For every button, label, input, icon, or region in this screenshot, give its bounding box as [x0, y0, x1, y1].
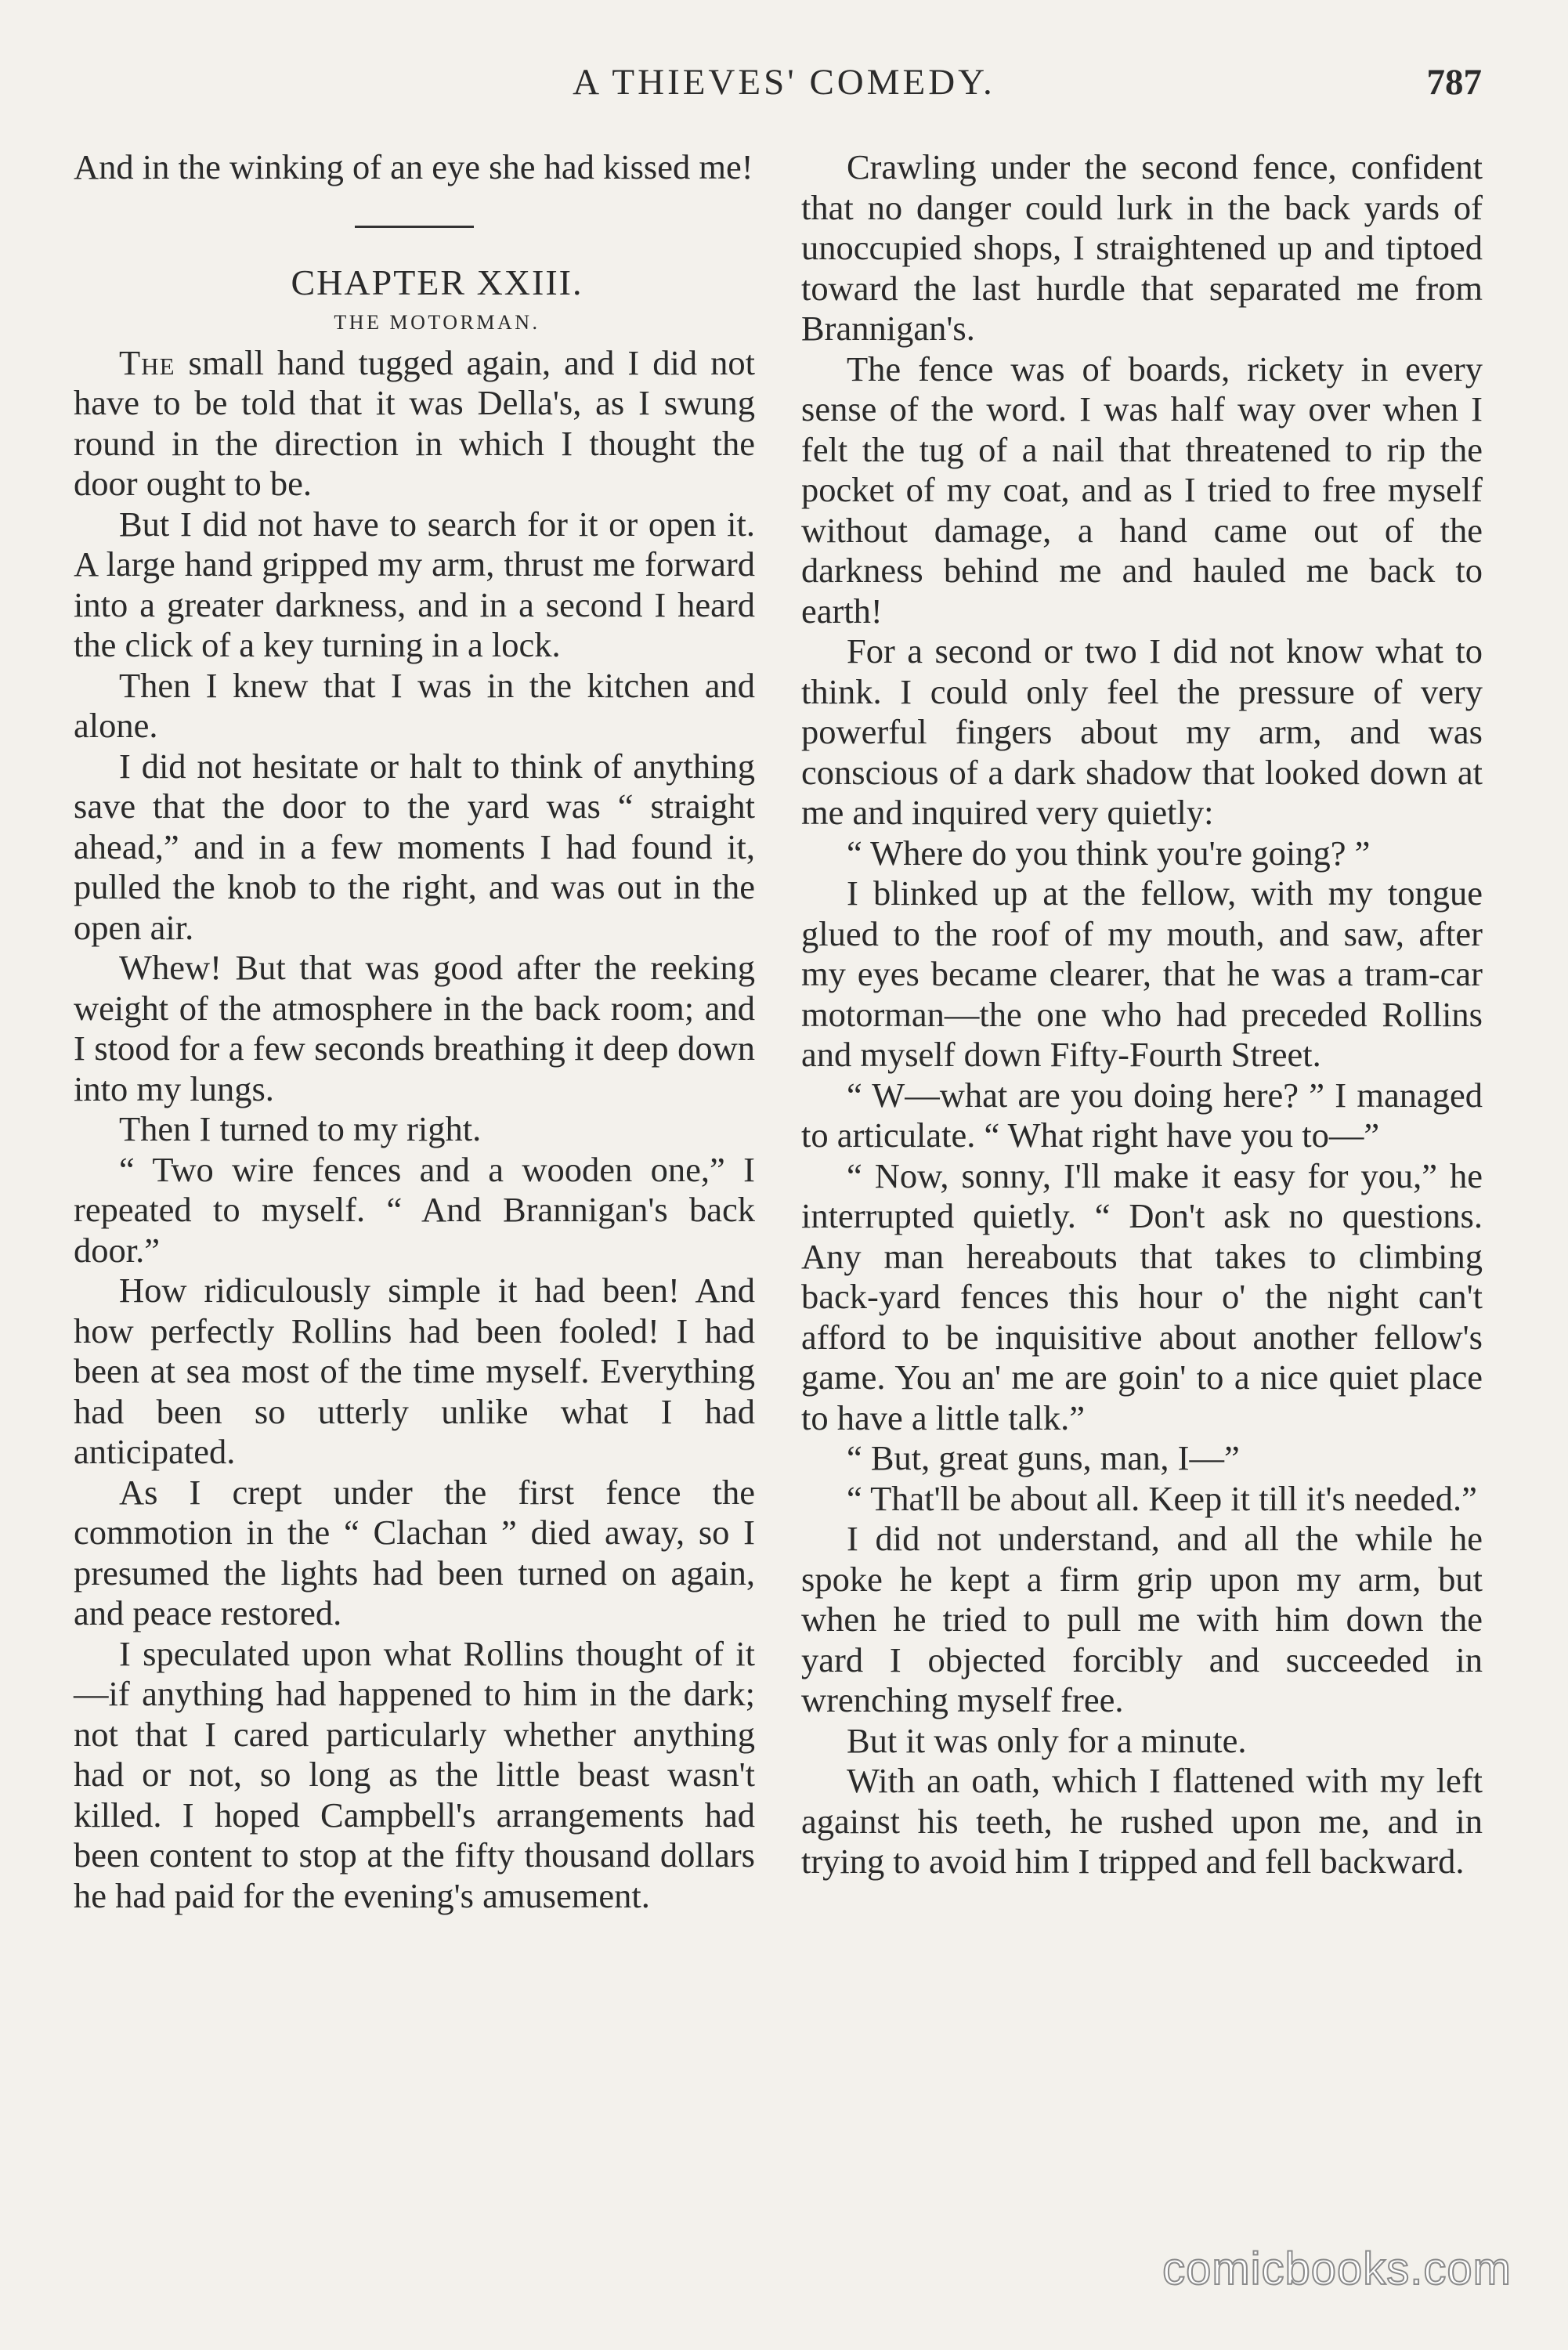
paragraph: But it was only for a minute. — [847, 1720, 1247, 1760]
paragraph: With an oath, which I flattened with my left against his teeth, he rushed upon me, and in trying to avoid him I tripped and fell backward. — [801, 1761, 1483, 1881]
page-number: 787 — [1426, 62, 1482, 103]
chapter-title: CHAPTER XXIII. — [291, 262, 583, 302]
paragraph: For a second or two I did not know what to think. I could only feel the pressure of very powerful fingers about my arm, and was conscious of a dark shadow that looked down at me and inquired very quietly: — [801, 631, 1483, 832]
paragraph: “ But, great guns, man, I—” — [847, 1438, 1240, 1477]
paragraph-text: small hand tugged again, and I did not have to be told that it was Della's, as I swung round in the direction in which I thought the door ought to be. — [74, 342, 755, 503]
right-column — [801, 147, 1483, 1882]
paragraph: As I crept under the first fence the commotion in the “ Clachan ” died away, so I presumed the lights had been turned on again, and peace restored. — [74, 1472, 755, 1632]
running-title: A THIEVES' COMEDY. — [573, 62, 995, 103]
paragraph: Then I knew that I was in the kitchen and alone. — [74, 665, 755, 745]
paragraph: “ Two wire fences and a wooden one,” I repeated to myself. “ And Brannigan's back door.” — [74, 1149, 755, 1270]
left-column — [74, 147, 755, 1916]
paragraph: “ Where do you think you're going? ” — [847, 833, 1371, 873]
lead-word: The — [119, 342, 175, 382]
paragraph: I speculated upon what Rollins thought of it—if anything had happened to him in the dark; not that I cared particularly whether anything had or not, so long as the little beast wasn't killed. I hoped Campbell's arrangements had been content to stop at the fifty thousand dollars he had paid for the evening's amusement. — [74, 1633, 755, 1915]
paragraph — [74, 343, 755, 504]
paragraph: Whew! But that was good after the reeking weight of the atmosphere in the back room; and I stood for a few seconds breathing it deep down into my lungs. — [74, 948, 755, 1108]
paragraph: “ That'll be about all. Keep it till it's needed.” — [847, 1478, 1477, 1518]
chapter-subtitle: THE MOTORMAN. — [334, 311, 540, 334]
paragraph: “ W—what are you doing here? ” I managed to articulate. “ What right have you to—” — [801, 1075, 1483, 1155]
running-head — [0, 61, 1568, 116]
paragraph: And in the winking of an eye she had kissed me! — [74, 147, 753, 186]
paragraph: The fence was of boards, rickety in every sense of the word. I was half way over when I felt the tug of a nail that threatened to rip the pocket of my coat, and as I tried to free myself without damage, a hand came out of the darkness behind me and hauled me back to earth! — [801, 349, 1483, 631]
paragraph: I did not hesitate or halt to think of anything save that the door to the yard was “ straight ahead,” and in a few moments I had found it, pulled the knob to the right, and was out in the open air. — [74, 746, 755, 947]
paragraph: I blinked up at the fellow, with my tongue glued to the roof of my mouth, and saw, after my eyes became clearer, that he was a tram-car motorman—the one who had preceded Rollins and myself down Fifty-Fourth Street. — [801, 873, 1483, 1074]
watermark: comicbooks.com — [1162, 2243, 1512, 2294]
paragraph: How ridiculously simple it had been! And how perfectly Rollins had been fooled! I had been at sea most of the time myself. Everything had been so utterly unlike what I had anticipated. — [74, 1271, 755, 1471]
paragraph: “ Now, sonny, I'll make it easy for you,” he interrupted quietly. “ Don't ask no questions. Any man hereabouts that takes to climbing back-yard fences this hour o' the night can't afford to be inquisitive about another fellow's game. You an' me are goin' to a nice quiet place to have a little talk.” — [801, 1155, 1483, 1437]
chapter-divider — [355, 226, 474, 228]
paragraph: I did not understand, and all the while he spoke he kept a firm grip upon my arm, but when he tried to pull me with him down the yard I objected forcibly and succeeded in wrenching myself free. — [801, 1519, 1483, 1719]
paragraph: But I did not have to search for it or open it. A large hand gripped my arm, thrust me forward into a greater darkness, and in a second I heard the click of a key turning in a lock. — [74, 504, 755, 664]
paragraph: Then I turned to my right. — [119, 1109, 482, 1148]
paragraph: Crawling under the second fence, confident that no danger could lurk in the back yards of unoccupied shops, I straightened up and tiptoed toward the last hurdle that separated me from Brannigan's. — [801, 147, 1483, 348]
